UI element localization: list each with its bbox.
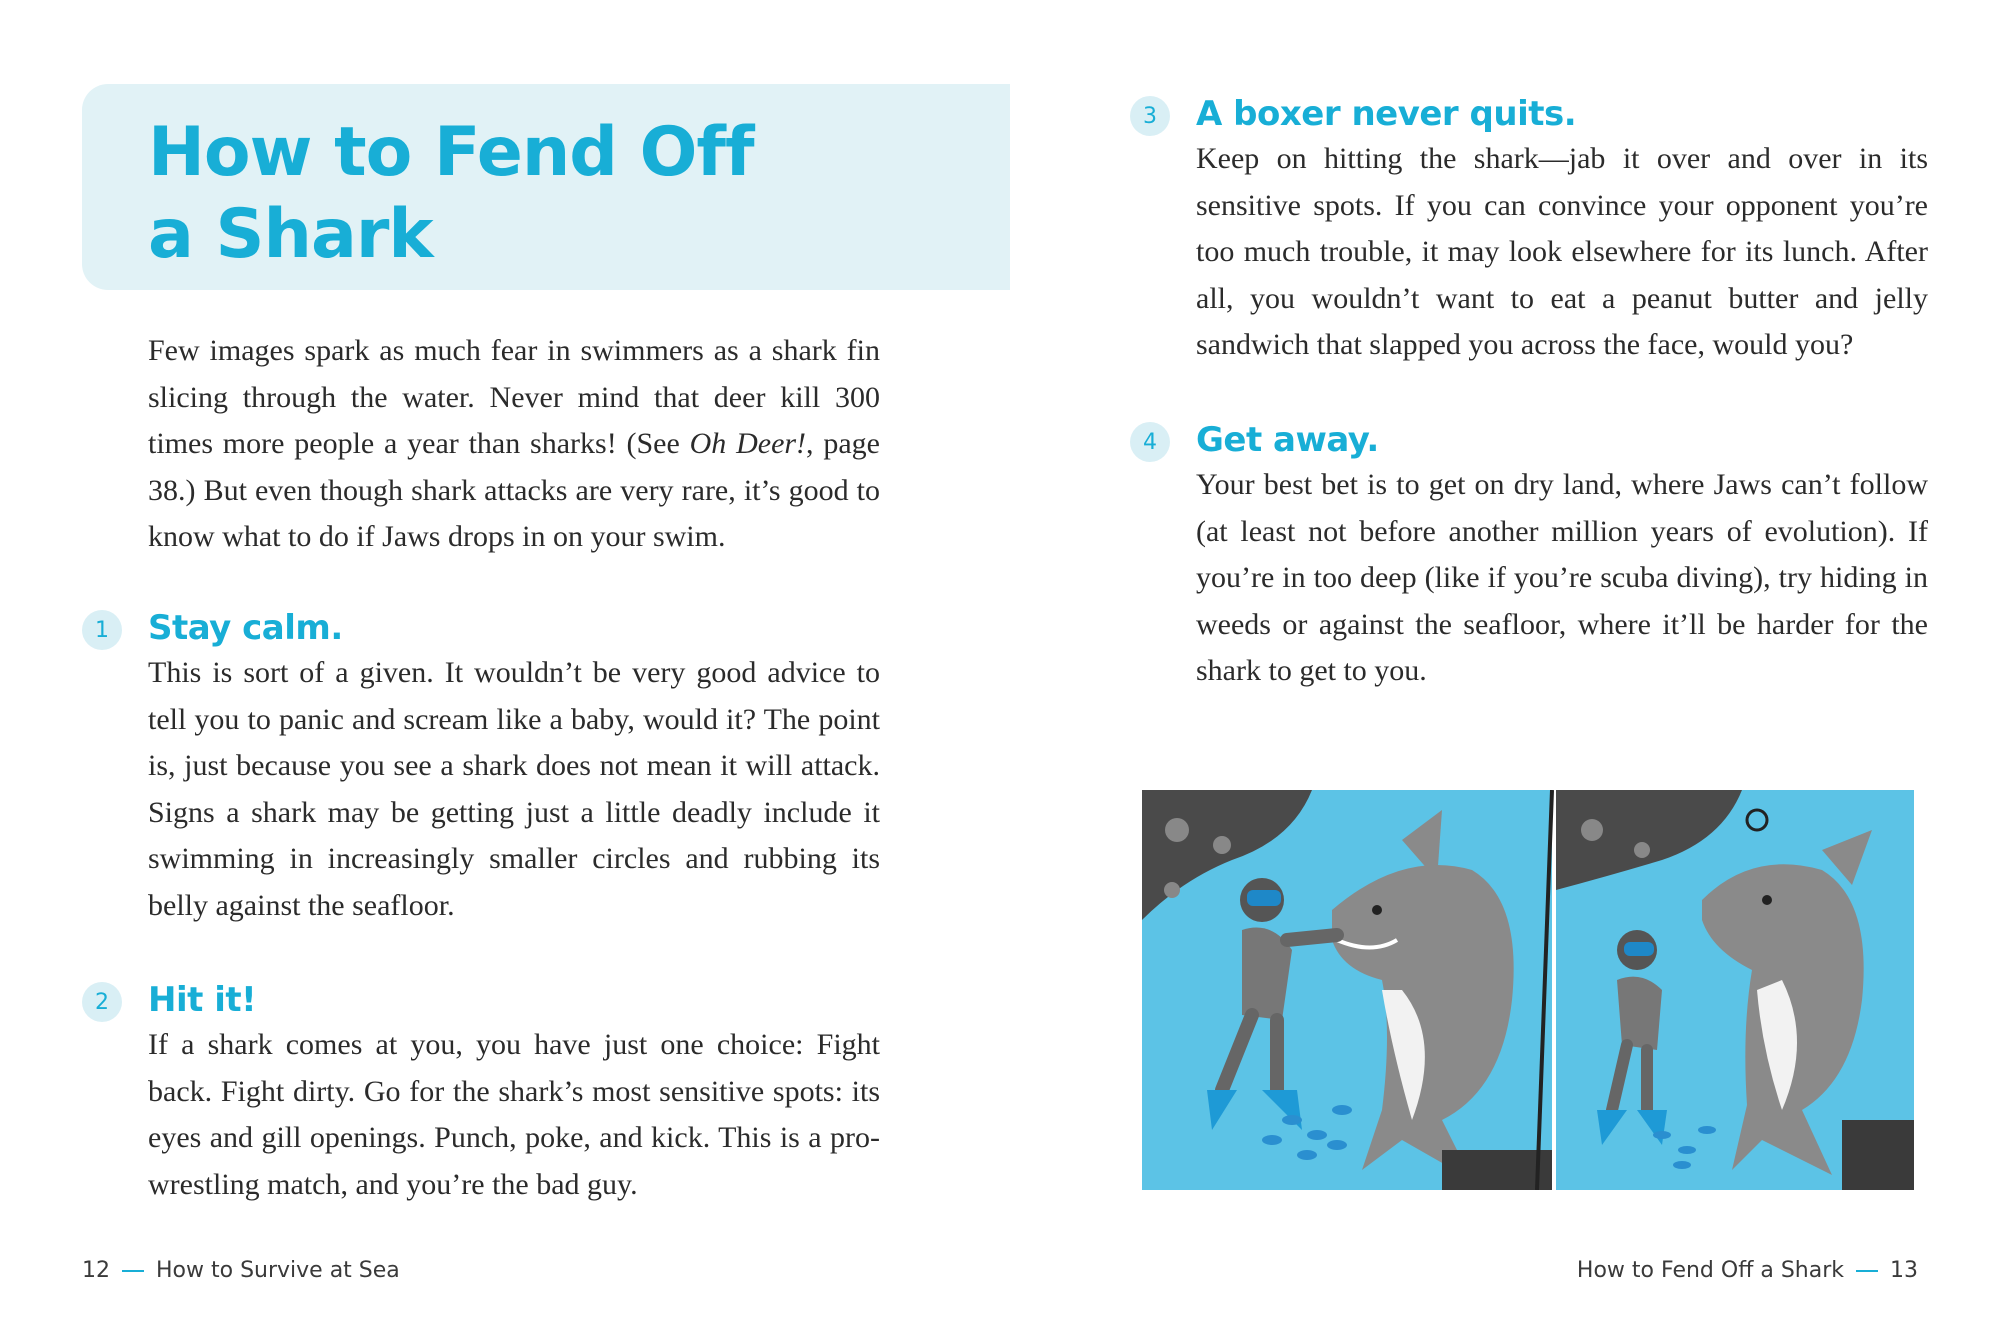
page-number-left: 12 bbox=[82, 1258, 110, 1283]
comic-panel-retreat bbox=[1556, 790, 1914, 1190]
step-heading: Get away. bbox=[1196, 420, 1379, 460]
step-number-badge: 4 bbox=[1130, 422, 1170, 462]
intro-reference: Oh Deer! bbox=[689, 427, 807, 460]
step-heading: A boxer never quits. bbox=[1196, 94, 1577, 134]
running-title-left: How to Survive at Sea bbox=[156, 1258, 400, 1283]
step-text: Keep on hitting the shark—jab it over and over in its sensitive spots. If you can convince your opponent you’re too much trouble, it may look elsewhere for its lunch. After all, you wouldn’t want to eat a peanut butter and jelly sandwich that slapped you across the face, would you? bbox=[1196, 142, 1928, 361]
comic-panel-punch bbox=[1142, 790, 1552, 1190]
shark-comic-illustration bbox=[1142, 790, 1914, 1190]
running-title-right: How to Fend Off a Shark bbox=[1576, 1258, 1844, 1283]
step-number-badge: 1 bbox=[82, 610, 122, 650]
step-text: Your best bet is to get on dry land, where Jaws can’t follow (at least not before another million years of evolution). If you’re in too deep (like if you’re scuba diving), try hiding in weeds or against the seafloor, where it’ll be harder for the shark to get to you. bbox=[1196, 468, 1928, 687]
footer-right bbox=[1577, 1258, 1918, 1283]
title-banner bbox=[82, 84, 1010, 290]
footer-left bbox=[82, 1258, 400, 1283]
footer-dash bbox=[122, 1270, 144, 1272]
step-number-badge: 2 bbox=[82, 982, 122, 1022]
step-text: This is sort of a given. It wouldn’t be very good advice to tell you to panic and scream like a baby, would it? The point is, just because you see a shark does not mean it will attack. Signs a shark may be getting just a little deadly include it swimming in increasingly smaller circles and rubbing its belly against the seafloor. bbox=[148, 656, 880, 922]
step-number-badge: 3 bbox=[1130, 96, 1170, 136]
page-number-right: 13 bbox=[1890, 1258, 1918, 1283]
intro-text-2: , page 38.) But even though shark attacks are very rare, it’s good to know what to do if Jaws drops in on your swim. bbox=[148, 427, 880, 553]
step-heading: Hit it! bbox=[148, 980, 257, 1020]
title-line-1: How to Fend Off bbox=[148, 113, 754, 192]
step-heading: Stay calm. bbox=[148, 608, 343, 648]
step-text: If a shark comes at you, you have just one choice: Fight back. Fight dirty. Go for the shark’s most sensitive spots: its eyes and gill openings. Punch, poke, and kick. This is a pro-wrestling match, and you’re the bad guy. bbox=[148, 1028, 880, 1201]
page-title bbox=[148, 112, 754, 276]
intro-paragraph bbox=[148, 328, 880, 561]
title-line-2: a Shark bbox=[148, 195, 433, 274]
footer-dash bbox=[1856, 1270, 1878, 1272]
intro-text-1: Few images spark as much fear in swimmers as a shark fin slicing through the water. Never mind that deer kill 300 times more people a year than sharks! (See bbox=[148, 334, 880, 460]
